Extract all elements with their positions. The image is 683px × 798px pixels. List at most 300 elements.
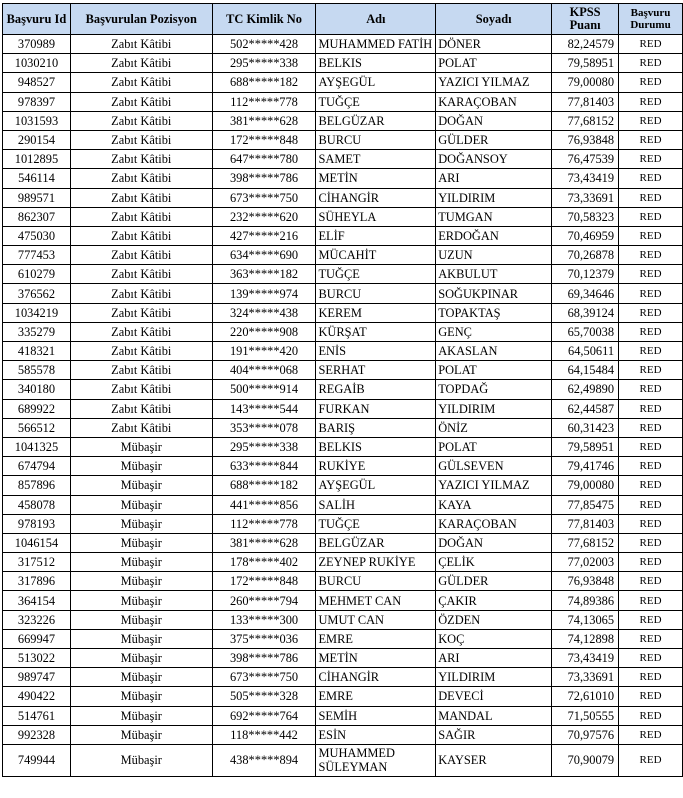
cell-kpss-score: 62,44587 — [552, 399, 619, 418]
cell-surname: TOPAKTAŞ — [436, 303, 552, 322]
cell-first-name: SEMİH — [316, 706, 436, 725]
cell-tc-number: 133*****300 — [212, 610, 316, 629]
cell-status: RED — [619, 265, 683, 284]
cell-kpss-score: 60,31423 — [552, 418, 619, 437]
cell-surname: SOĞUKPINAR — [436, 284, 552, 303]
table-row — [3, 437, 683, 456]
cell-kpss-score: 74,89386 — [552, 591, 619, 610]
cell-status: RED — [619, 706, 683, 725]
cell-surname: KAYA — [436, 495, 552, 514]
cell-tc-number: 692*****764 — [212, 706, 316, 725]
cell-status: RED — [619, 553, 683, 572]
cell-application-id: 1034219 — [3, 303, 71, 322]
cell-surname: SAĞIR — [436, 725, 552, 744]
cell-application-id: 546114 — [3, 169, 71, 188]
cell-kpss-score: 71,50555 — [552, 706, 619, 725]
cell-surname: TOPDAĞ — [436, 380, 552, 399]
cell-first-name: BURCU — [316, 572, 436, 591]
cell-status: RED — [619, 610, 683, 629]
cell-status: RED — [619, 533, 683, 552]
cell-status: RED — [619, 572, 683, 591]
cell-position: Mübaşir — [70, 706, 212, 725]
header-first-name: Adı — [316, 4, 436, 35]
cell-application-id: 749944 — [3, 744, 71, 776]
cell-application-id: 862307 — [3, 207, 71, 226]
cell-application-id: 948527 — [3, 73, 71, 92]
cell-first-name: AYŞEGÜL — [316, 73, 436, 92]
cell-first-name: ELİF — [316, 226, 436, 245]
cell-status: RED — [619, 111, 683, 130]
table-row — [3, 322, 683, 341]
header-application-id: Başvuru Id — [3, 4, 71, 35]
cell-kpss-score: 77,81403 — [552, 92, 619, 111]
applications-table — [2, 3, 683, 777]
cell-first-name: SERHAT — [316, 361, 436, 380]
table-row — [3, 610, 683, 629]
table-body — [3, 35, 683, 777]
cell-position: Mübaşir — [70, 610, 212, 629]
results-document — [2, 3, 683, 777]
cell-application-id: 458078 — [3, 495, 71, 514]
cell-tc-number: 232*****620 — [212, 207, 316, 226]
table-row — [3, 572, 683, 591]
header-tc-number: TC Kimlik No — [212, 4, 316, 35]
cell-first-name: TUĞÇE — [316, 265, 436, 284]
table-row — [3, 130, 683, 149]
cell-surname: MANDAL — [436, 706, 552, 725]
cell-application-id: 335279 — [3, 322, 71, 341]
table-row — [3, 591, 683, 610]
cell-application-id: 376562 — [3, 284, 71, 303]
table-row — [3, 284, 683, 303]
cell-status: RED — [619, 322, 683, 341]
cell-status: RED — [619, 150, 683, 169]
cell-surname: ERDOĞAN — [436, 226, 552, 245]
cell-surname: KARAÇOBAN — [436, 92, 552, 111]
cell-kpss-score: 68,39124 — [552, 303, 619, 322]
cell-status: RED — [619, 169, 683, 188]
table-row — [3, 303, 683, 322]
table-row — [3, 514, 683, 533]
cell-kpss-score: 79,00080 — [552, 73, 619, 92]
cell-position: Zabıt Kâtibi — [70, 207, 212, 226]
cell-surname: POLAT — [436, 437, 552, 456]
table-row — [3, 150, 683, 169]
cell-position: Zabıt Kâtibi — [70, 399, 212, 418]
cell-status: RED — [619, 361, 683, 380]
table-row — [3, 418, 683, 437]
table-row — [3, 92, 683, 111]
cell-status: RED — [619, 668, 683, 687]
cell-application-id: 689922 — [3, 399, 71, 418]
cell-position: Mübaşir — [70, 629, 212, 648]
table-row — [3, 725, 683, 744]
cell-surname: ARI — [436, 649, 552, 668]
cell-application-id: 857896 — [3, 476, 71, 495]
cell-surname: DÖNER — [436, 35, 552, 54]
cell-tc-number: 139*****974 — [212, 284, 316, 303]
cell-application-id: 1012895 — [3, 150, 71, 169]
cell-tc-number: 295*****338 — [212, 54, 316, 73]
cell-surname: YILDIRIM — [436, 399, 552, 418]
cell-first-name: EMRE — [316, 687, 436, 706]
cell-surname: GÜLSEVEN — [436, 457, 552, 476]
table-row — [3, 111, 683, 130]
cell-tc-number: 172*****848 — [212, 572, 316, 591]
cell-kpss-score: 70,12379 — [552, 265, 619, 284]
cell-position: Mübaşir — [70, 725, 212, 744]
cell-kpss-score: 77,85475 — [552, 495, 619, 514]
cell-position: Mübaşir — [70, 437, 212, 456]
cell-application-id: 777453 — [3, 246, 71, 265]
cell-tc-number: 363*****182 — [212, 265, 316, 284]
cell-surname: DOĞANSOY — [436, 150, 552, 169]
cell-kpss-score: 64,50611 — [552, 342, 619, 361]
cell-tc-number: 633*****844 — [212, 457, 316, 476]
cell-kpss-score: 72,61010 — [552, 687, 619, 706]
cell-position: Mübaşir — [70, 553, 212, 572]
cell-tc-number: 178*****402 — [212, 553, 316, 572]
cell-kpss-score: 64,15484 — [552, 361, 619, 380]
cell-status: RED — [619, 188, 683, 207]
cell-tc-number: 381*****628 — [212, 111, 316, 130]
cell-first-name: MUHAMMED SÜLEYMAN — [316, 744, 436, 776]
cell-first-name: AYŞEGÜL — [316, 476, 436, 495]
cell-tc-number: 427*****216 — [212, 226, 316, 245]
table-row — [3, 399, 683, 418]
cell-application-id: 490422 — [3, 687, 71, 706]
cell-position: Zabıt Kâtibi — [70, 418, 212, 437]
cell-status: RED — [619, 303, 683, 322]
cell-tc-number: 353*****078 — [212, 418, 316, 437]
cell-first-name: SALİH — [316, 495, 436, 514]
cell-application-id: 674794 — [3, 457, 71, 476]
cell-application-id: 989571 — [3, 188, 71, 207]
cell-surname: YILDIRIM — [436, 668, 552, 687]
cell-tc-number: 324*****438 — [212, 303, 316, 322]
cell-kpss-score: 76,93848 — [552, 130, 619, 149]
cell-tc-number: 502*****428 — [212, 35, 316, 54]
cell-status: RED — [619, 725, 683, 744]
cell-application-id: 1041325 — [3, 437, 71, 456]
cell-application-id: 1046154 — [3, 533, 71, 552]
cell-first-name: TUĞÇE — [316, 514, 436, 533]
cell-status: RED — [619, 246, 683, 265]
cell-surname: GÜLDER — [436, 130, 552, 149]
cell-surname: YAZICI YILMAZ — [436, 476, 552, 495]
cell-tc-number: 260*****794 — [212, 591, 316, 610]
cell-tc-number: 398*****786 — [212, 649, 316, 668]
cell-surname: GENÇ — [436, 322, 552, 341]
cell-tc-number: 172*****848 — [212, 130, 316, 149]
cell-first-name: BARIŞ — [316, 418, 436, 437]
cell-first-name: MÜCAHİT — [316, 246, 436, 265]
cell-position: Zabıt Kâtibi — [70, 92, 212, 111]
cell-status: RED — [619, 207, 683, 226]
cell-status: RED — [619, 92, 683, 111]
cell-surname: DOĞAN — [436, 111, 552, 130]
cell-kpss-score: 76,93848 — [552, 572, 619, 591]
cell-position: Zabıt Kâtibi — [70, 226, 212, 245]
cell-position: Mübaşir — [70, 533, 212, 552]
cell-tc-number: 505*****328 — [212, 687, 316, 706]
cell-surname: KARAÇOBAN — [436, 514, 552, 533]
cell-tc-number: 112*****778 — [212, 92, 316, 111]
cell-first-name: SÜHEYLA — [316, 207, 436, 226]
table-row — [3, 188, 683, 207]
cell-application-id: 978397 — [3, 92, 71, 111]
cell-surname: ARI — [436, 169, 552, 188]
cell-tc-number: 438*****894 — [212, 744, 316, 776]
cell-kpss-score: 70,26878 — [552, 246, 619, 265]
cell-tc-number: 295*****338 — [212, 437, 316, 456]
cell-first-name: METİN — [316, 649, 436, 668]
cell-kpss-score: 70,90079 — [552, 744, 619, 776]
cell-position: Mübaşir — [70, 591, 212, 610]
cell-kpss-score: 77,68152 — [552, 111, 619, 130]
cell-first-name: KÜRŞAT — [316, 322, 436, 341]
cell-tc-number: 143*****544 — [212, 399, 316, 418]
cell-application-id: 317896 — [3, 572, 71, 591]
cell-application-id: 992328 — [3, 725, 71, 744]
table-row — [3, 706, 683, 725]
cell-first-name: MEHMET CAN — [316, 591, 436, 610]
cell-status: RED — [619, 457, 683, 476]
cell-position: Zabıt Kâtibi — [70, 130, 212, 149]
cell-surname: DOĞAN — [436, 533, 552, 552]
cell-application-id: 978193 — [3, 514, 71, 533]
cell-status: RED — [619, 399, 683, 418]
cell-status: RED — [619, 514, 683, 533]
cell-application-id: 989747 — [3, 668, 71, 687]
cell-position: Mübaşir — [70, 572, 212, 591]
cell-application-id: 370989 — [3, 35, 71, 54]
cell-position: Mübaşir — [70, 687, 212, 706]
cell-kpss-score: 73,43419 — [552, 649, 619, 668]
cell-status: RED — [619, 437, 683, 456]
cell-surname: POLAT — [436, 54, 552, 73]
cell-kpss-score: 73,43419 — [552, 169, 619, 188]
cell-tc-number: 191*****420 — [212, 342, 316, 361]
cell-application-id: 317512 — [3, 553, 71, 572]
header-kpss-score: KPSS Puanı — [552, 4, 619, 35]
cell-surname: AKBULUT — [436, 265, 552, 284]
header-status: Başvuru Durumu — [619, 4, 683, 35]
cell-status: RED — [619, 35, 683, 54]
cell-position: Zabıt Kâtibi — [70, 188, 212, 207]
cell-status: RED — [619, 629, 683, 648]
header-row — [3, 4, 683, 35]
cell-position: Zabıt Kâtibi — [70, 35, 212, 54]
table-row — [3, 476, 683, 495]
cell-position: Mübaşir — [70, 457, 212, 476]
cell-kpss-score: 77,68152 — [552, 533, 619, 552]
cell-position: Mübaşir — [70, 476, 212, 495]
cell-first-name: BELKIS — [316, 54, 436, 73]
cell-kpss-score: 62,49890 — [552, 380, 619, 399]
cell-status: RED — [619, 380, 683, 399]
table-row — [3, 361, 683, 380]
cell-position: Zabıt Kâtibi — [70, 111, 212, 130]
table-row — [3, 246, 683, 265]
cell-application-id: 340180 — [3, 380, 71, 399]
table-row — [3, 265, 683, 284]
cell-surname: ÖNİZ — [436, 418, 552, 437]
cell-first-name: METİN — [316, 169, 436, 188]
cell-first-name: SAMET — [316, 150, 436, 169]
cell-surname: ÇELİK — [436, 553, 552, 572]
cell-application-id: 364154 — [3, 591, 71, 610]
table-row — [3, 668, 683, 687]
cell-kpss-score: 79,58951 — [552, 437, 619, 456]
cell-position: Mübaşir — [70, 495, 212, 514]
table-row — [3, 73, 683, 92]
cell-first-name: REGAİB — [316, 380, 436, 399]
cell-tc-number: 673*****750 — [212, 668, 316, 687]
cell-tc-number: 112*****778 — [212, 514, 316, 533]
cell-surname: ÇAKIR — [436, 591, 552, 610]
cell-position: Zabıt Kâtibi — [70, 322, 212, 341]
cell-first-name: ZEYNEP RUKİYE — [316, 553, 436, 572]
cell-status: RED — [619, 54, 683, 73]
table-row — [3, 553, 683, 572]
cell-status: RED — [619, 226, 683, 245]
cell-status: RED — [619, 73, 683, 92]
cell-surname: KAYSER — [436, 744, 552, 776]
table-row — [3, 226, 683, 245]
header-position: Başvurulan Pozisyon — [70, 4, 212, 35]
cell-position: Zabıt Kâtibi — [70, 380, 212, 399]
cell-tc-number: 673*****750 — [212, 188, 316, 207]
cell-status: RED — [619, 130, 683, 149]
cell-position: Mübaşir — [70, 514, 212, 533]
cell-tc-number: 375*****036 — [212, 629, 316, 648]
cell-kpss-score: 77,81403 — [552, 514, 619, 533]
cell-application-id: 323226 — [3, 610, 71, 629]
cell-application-id: 610279 — [3, 265, 71, 284]
cell-tc-number: 688*****182 — [212, 73, 316, 92]
cell-surname: POLAT — [436, 361, 552, 380]
cell-kpss-score: 74,12898 — [552, 629, 619, 648]
cell-first-name: BELKIS — [316, 437, 436, 456]
cell-kpss-score: 82,24579 — [552, 35, 619, 54]
cell-kpss-score: 70,46959 — [552, 226, 619, 245]
cell-surname: YAZICI YILMAZ — [436, 73, 552, 92]
cell-application-id: 566512 — [3, 418, 71, 437]
cell-kpss-score: 77,02003 — [552, 553, 619, 572]
cell-first-name: KEREM — [316, 303, 436, 322]
cell-application-id: 290154 — [3, 130, 71, 149]
cell-status: RED — [619, 687, 683, 706]
cell-position: Zabıt Kâtibi — [70, 54, 212, 73]
cell-tc-number: 220*****908 — [212, 322, 316, 341]
cell-kpss-score: 70,58323 — [552, 207, 619, 226]
cell-first-name: ESİN — [316, 725, 436, 744]
cell-kpss-score: 65,70038 — [552, 322, 619, 341]
table-row — [3, 54, 683, 73]
cell-tc-number: 381*****628 — [212, 533, 316, 552]
cell-tc-number: 398*****786 — [212, 169, 316, 188]
table-row — [3, 687, 683, 706]
cell-surname: YILDIRIM — [436, 188, 552, 207]
cell-first-name: BURCU — [316, 130, 436, 149]
cell-tc-number: 118*****442 — [212, 725, 316, 744]
cell-first-name: TUĞÇE — [316, 92, 436, 111]
cell-surname: UZUN — [436, 246, 552, 265]
cell-application-id: 513022 — [3, 649, 71, 668]
cell-position: Zabıt Kâtibi — [70, 342, 212, 361]
cell-tc-number: 441*****856 — [212, 495, 316, 514]
table-row — [3, 744, 683, 776]
cell-first-name: BELGÜZAR — [316, 533, 436, 552]
cell-first-name: CİHANGİR — [316, 188, 436, 207]
cell-tc-number: 688*****182 — [212, 476, 316, 495]
cell-application-id: 418321 — [3, 342, 71, 361]
cell-status: RED — [619, 649, 683, 668]
cell-surname: ÖZDEN — [436, 610, 552, 629]
cell-position: Mübaşir — [70, 649, 212, 668]
table-row — [3, 533, 683, 552]
cell-kpss-score: 79,41746 — [552, 457, 619, 476]
cell-first-name: FURKAN — [316, 399, 436, 418]
cell-position: Zabıt Kâtibi — [70, 150, 212, 169]
table-row — [3, 169, 683, 188]
cell-tc-number: 404*****068 — [212, 361, 316, 380]
cell-position: Mübaşir — [70, 744, 212, 776]
table-row — [3, 207, 683, 226]
cell-status: RED — [619, 284, 683, 303]
cell-application-id: 1030210 — [3, 54, 71, 73]
cell-first-name: CİHANGİR — [316, 668, 436, 687]
cell-first-name: BELGÜZAR — [316, 111, 436, 130]
table-row — [3, 342, 683, 361]
cell-first-name: BURCU — [316, 284, 436, 303]
cell-first-name: ENİS — [316, 342, 436, 361]
cell-status: RED — [619, 476, 683, 495]
cell-tc-number: 500*****914 — [212, 380, 316, 399]
cell-status: RED — [619, 495, 683, 514]
cell-position: Zabıt Kâtibi — [70, 73, 212, 92]
cell-application-id: 1031593 — [3, 111, 71, 130]
cell-first-name: UMUT CAN — [316, 610, 436, 629]
cell-surname: AKASLAN — [436, 342, 552, 361]
cell-kpss-score: 69,34646 — [552, 284, 619, 303]
cell-position: Zabıt Kâtibi — [70, 361, 212, 380]
cell-position: Zabıt Kâtibi — [70, 303, 212, 322]
cell-kpss-score: 70,97576 — [552, 725, 619, 744]
cell-first-name: MUHAMMED FATİH — [316, 35, 436, 54]
cell-kpss-score: 73,33691 — [552, 668, 619, 687]
cell-position: Zabıt Kâtibi — [70, 169, 212, 188]
cell-position: Zabıt Kâtibi — [70, 265, 212, 284]
cell-tc-number: 634*****690 — [212, 246, 316, 265]
table-row — [3, 457, 683, 476]
cell-kpss-score: 79,00080 — [552, 476, 619, 495]
table-row — [3, 495, 683, 514]
cell-first-name: RUKİYE — [316, 457, 436, 476]
header-surname: Soyadı — [436, 4, 552, 35]
cell-kpss-score: 76,47539 — [552, 150, 619, 169]
cell-surname: KOÇ — [436, 629, 552, 648]
cell-surname: GÜLDER — [436, 572, 552, 591]
cell-tc-number: 647*****780 — [212, 150, 316, 169]
table-row — [3, 35, 683, 54]
cell-position: Zabıt Kâtibi — [70, 284, 212, 303]
cell-application-id: 669947 — [3, 629, 71, 648]
table-row — [3, 380, 683, 399]
cell-status: RED — [619, 342, 683, 361]
cell-status: RED — [619, 591, 683, 610]
